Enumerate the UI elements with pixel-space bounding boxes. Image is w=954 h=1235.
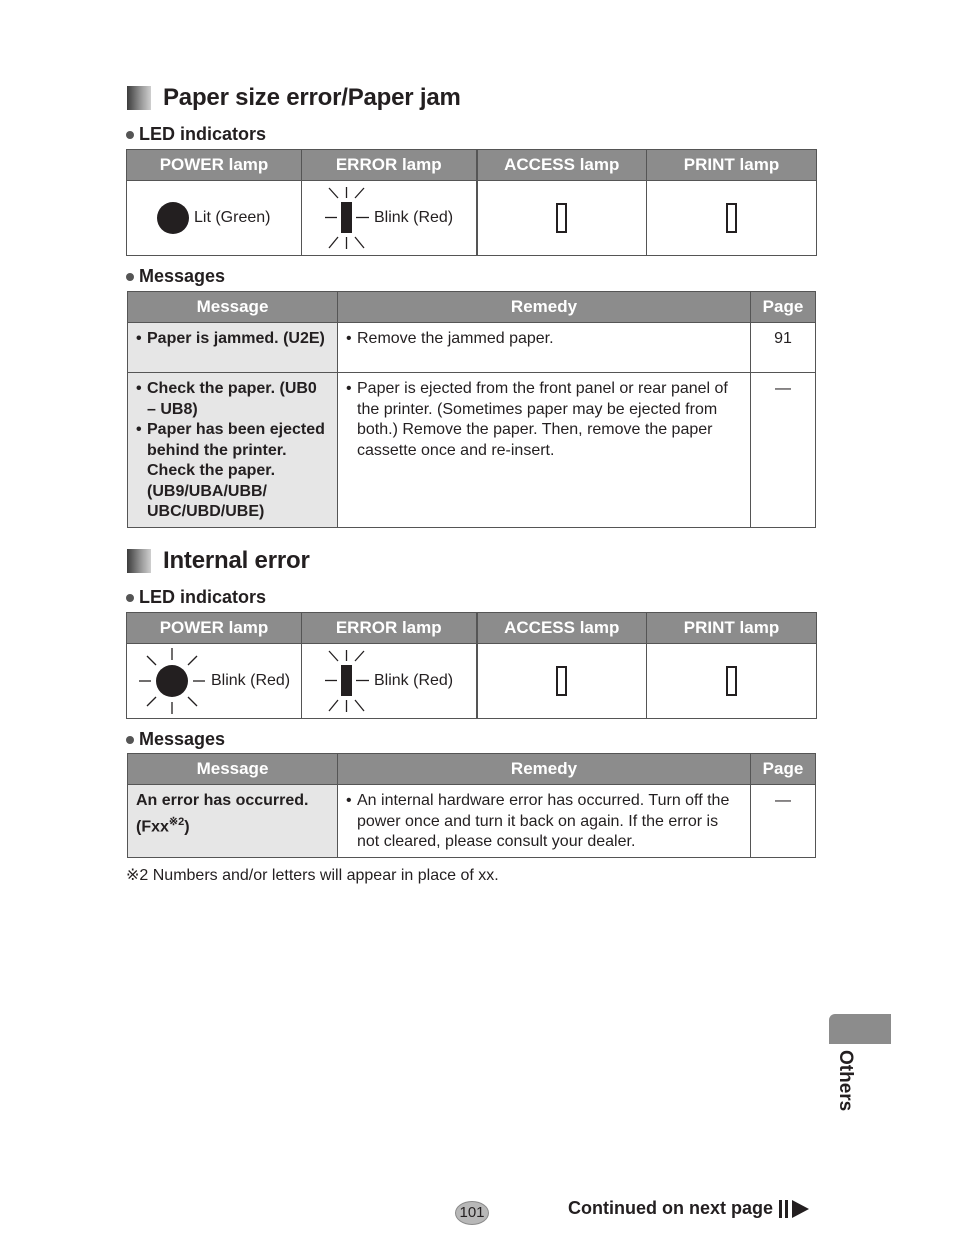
table-row — [128, 373, 816, 528]
table-row — [128, 785, 816, 858]
lit-lamp-icon — [156, 201, 190, 235]
led-indicators-heading: LED indicators — [126, 587, 266, 608]
error-lamp-cell: Blink (Red) — [302, 181, 477, 256]
messages-table-paper-jam — [127, 291, 816, 528]
remedy-cell: • Remove the jammed paper. — [338, 323, 751, 373]
header-message: Message — [128, 754, 338, 785]
messages-heading: Messages — [126, 266, 225, 287]
access-lamp-cell — [477, 181, 647, 256]
error-lamp-cell: Blink (Red) — [302, 644, 477, 719]
header-remedy: Remedy — [338, 292, 751, 323]
header-power-lamp: POWER lamp — [127, 150, 302, 181]
blink-lamp-icon — [324, 185, 370, 251]
bullet-icon — [126, 273, 134, 281]
lamp-off-icon — [726, 203, 737, 233]
messages-table-internal-error — [127, 753, 816, 858]
side-tab-label: Others — [835, 1050, 856, 1112]
header-power-lamp: POWER lamp — [127, 613, 302, 644]
bullet-icon — [126, 131, 134, 139]
section-title-paper-jam: Paper size error/Paper jam — [127, 85, 461, 111]
header-error-lamp: ERROR lamp — [302, 613, 477, 644]
messages-heading: Messages — [126, 729, 225, 750]
section-marker — [127, 549, 151, 573]
page-number: 101 — [455, 1201, 489, 1225]
footnote: ※2 Numbers and/or letters will appear in place of xx. — [126, 867, 499, 884]
section-title-internal-error: Internal error — [127, 548, 310, 574]
page-cell: — — [751, 373, 816, 528]
message-cell: • Check the paper. (UB0 – UB8) • Paper has been ejected behind the printer. Check the paper. (UB9/UBA/UBB/ UBC/UBD/UBE) — [128, 373, 338, 528]
page-cell: — — [751, 785, 816, 858]
led-indicators-heading: LED indicators — [126, 124, 266, 145]
header-page: Page — [751, 292, 816, 323]
remedy-cell: • Paper is ejected from the front panel or rear panel of the printer. (Sometimes paper may be ejected from both.) Remove the paper. Then, remove the paper cassette once and re-insert. — [338, 373, 751, 528]
power-lamp-cell: Blink (Red) — [127, 644, 302, 719]
header-message: Message — [128, 292, 338, 323]
bullet-icon — [126, 594, 134, 602]
bullet-icon — [126, 736, 134, 744]
table-row — [128, 323, 816, 373]
message-cell: An error has occurred. (Fxx$^{※2}$) — [128, 785, 338, 858]
header-remedy: Remedy — [338, 754, 751, 785]
blink-lamp-icon — [324, 648, 370, 714]
lamp-off-icon — [726, 666, 737, 696]
header-error-lamp: ERROR lamp — [302, 150, 477, 181]
side-tab-marker — [829, 1014, 891, 1044]
lamp-off-icon — [556, 666, 567, 696]
access-lamp-cell — [477, 644, 647, 719]
next-arrow-icon — [779, 1199, 811, 1219]
header-print-lamp: PRINT lamp — [647, 613, 817, 644]
led-table-paper-jam — [126, 149, 817, 256]
remedy-cell: • An internal hardware error has occurred. Turn off the power once and turn it back on again. If the error is not cleared, please consult your dealer. — [338, 785, 751, 858]
print-lamp-cell — [647, 644, 817, 719]
page-cell: 91 — [751, 323, 816, 373]
header-print-lamp: PRINT lamp — [647, 150, 817, 181]
header-access-lamp: ACCESS lamp — [477, 150, 647, 181]
section-marker — [127, 86, 151, 110]
led-table-internal-error — [126, 612, 817, 719]
header-page: Page — [751, 754, 816, 785]
print-lamp-cell — [647, 181, 817, 256]
message-cell: • Paper is jammed. (U2E) — [128, 323, 338, 373]
power-lamp-cell: Lit (Green) — [127, 181, 302, 256]
lamp-off-icon — [556, 203, 567, 233]
blink-lamp-icon — [137, 646, 207, 716]
continued-next-page: Continued on next page — [568, 1198, 811, 1219]
header-access-lamp: ACCESS lamp — [477, 613, 647, 644]
